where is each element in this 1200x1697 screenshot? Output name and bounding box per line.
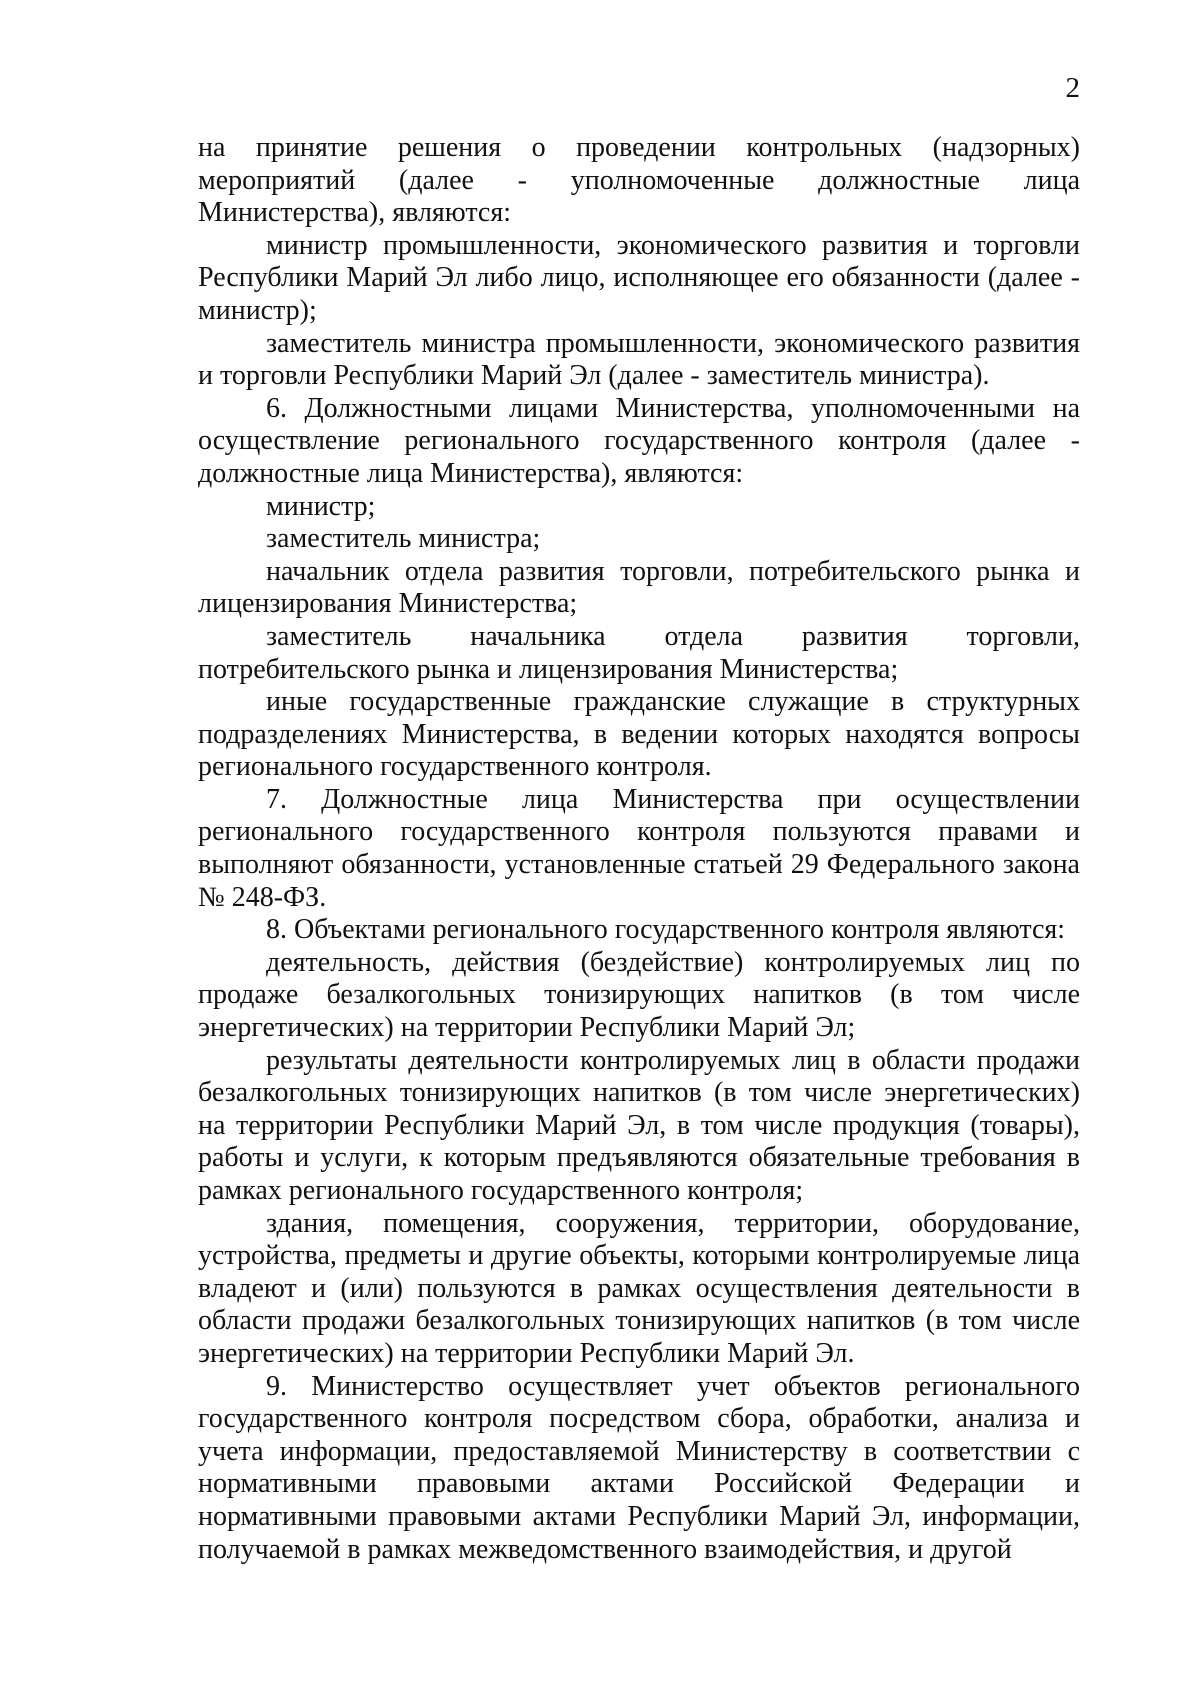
paragraph-4: 6. Должностными лицами Министерства, уполномоченными на осуществление регионального государственного контроля (далее - должностные лица Министерства), являются: (198, 392, 1080, 489)
page-number: 2 (1065, 72, 1080, 104)
paragraph-6: заместитель министра; (266, 523, 541, 555)
paragraph-12: деятельность, действия (бездействие) контролируемых лиц по продаже безалкогольных тонизирующих напитков (в том числе энергетических) на территории Республики Марий Эл; (198, 946, 1080, 1044)
paragraph-3: заместитель министра промышленности, экономического развития и торговли Республики Марий Эл (далее - заместитель министра). (198, 327, 1080, 392)
paragraph-2: министр промышленности, экономического развития и торговли Республики Марий Эл либо лицо, исполняющее его обязанности (далее - министр); (198, 229, 1080, 326)
paragraph-5: министр; (266, 490, 376, 522)
document-body (198, 132, 1080, 1566)
paragraph-10: 7. Должностные лица Министерства при осуществлении регионального государственного контроля пользуются правами и выполняют обязанности, установленные статьей 29 Федерального закона № 248-ФЗ. (198, 783, 1080, 913)
paragraph-8: заместитель начальника отдела развития торговли, потребительского рынка и лицензирования Министерства; (198, 620, 1080, 685)
paragraph-1: на принятие решения о проведении контрольных (надзорных) мероприятий (далее - уполномоченные должностные лица Министерства), являются: (198, 132, 1080, 229)
paragraph-15: 9. Министерство осуществляет учет объектов регионального государственного контроля посредством сбора, обработки, анализа и учета информации, предоставляемой Министерству в соответствии с нормативными правовыми актами Российской Федерации и нормативными правовыми актами Республики Марий Эл, информации, получаемой в рамках межведомственного взаимодействия, и другой (198, 1370, 1080, 1565)
paragraph-13: результаты деятельности контролируемых лиц в области продажи безалкогольных тонизирующих напитков (в том числе энергетических) на территории Республики Марий Эл, в том числе продукция (товары), работы и услуги, к которым предъявляются обязательные требования в рамках регионального государственного контроля; (198, 1044, 1080, 1206)
paragraph-7: начальник отдела развития торговли, потребительского рынка и лицензирования Министерства; (198, 555, 1080, 620)
paragraph-14: здания, помещения, сооружения, территории, оборудование, устройства, предметы и другие объекты, которыми контролируемые лица владеют и (или) пользуются в рамках осуществления деятельности в области продажи безалкогольных тонизирующих напитков (в том числе энергетических) на территории Республики Марий Эл. (198, 1207, 1080, 1369)
paragraph-9: иные государственные гражданские служащие в структурных подразделениях Министерства, в ведении которых находятся вопросы регионального государственного контроля. (198, 686, 1080, 783)
paragraph-11: 8. Объектами регионального государственного контроля являются: (266, 914, 1066, 946)
